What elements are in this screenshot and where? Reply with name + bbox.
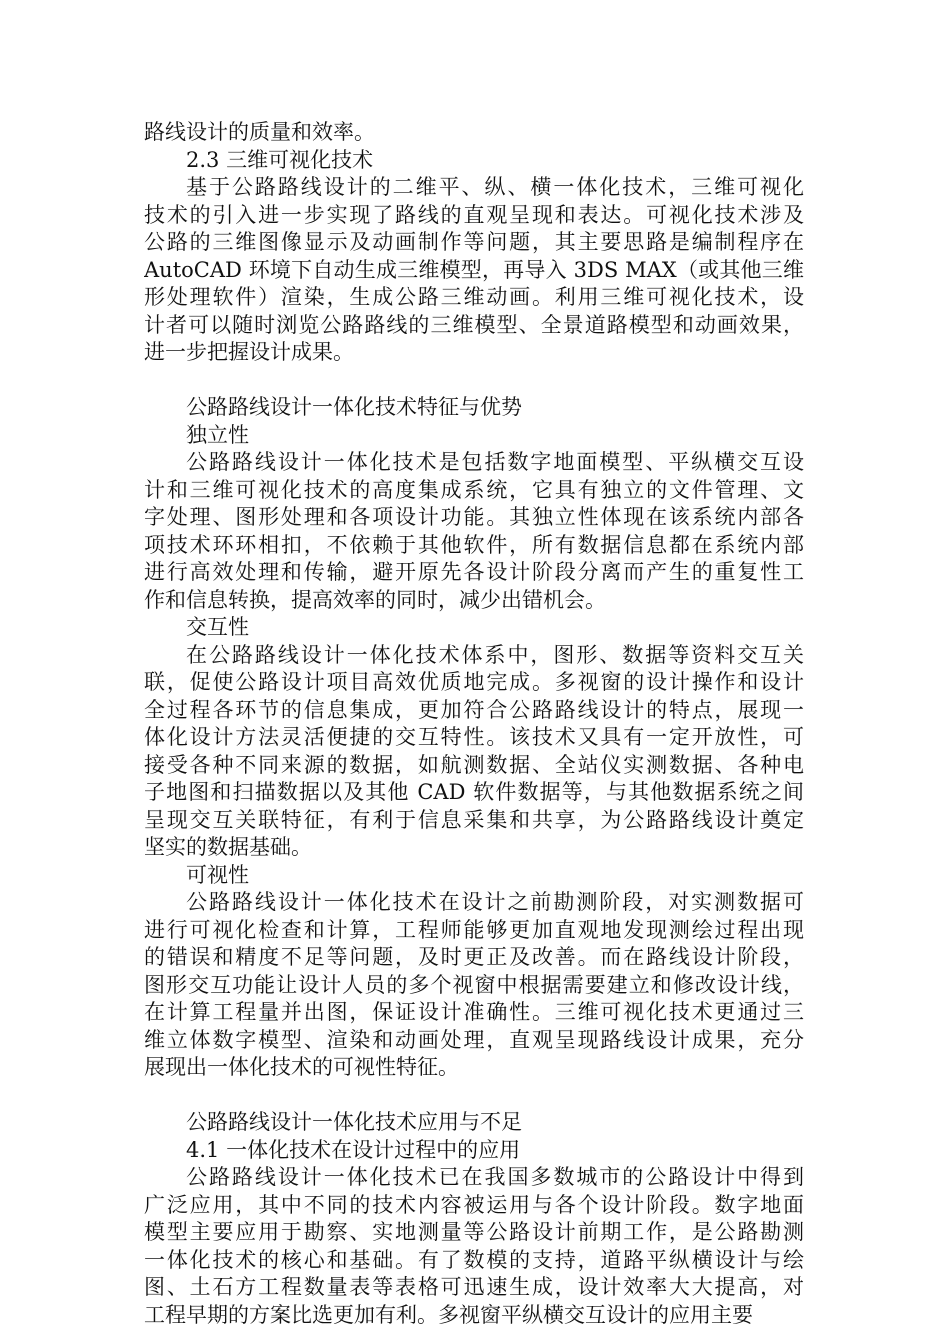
- paragraph-line: 子地图和扫描数据以及其他 CAD 软件数据等，与其他数据系统之间: [144, 780, 804, 804]
- blank-line: [144, 367, 804, 395]
- paragraph-line: 在计算工程量并出图，保证设计准确性。三维可视化技术更通过三: [144, 1000, 804, 1024]
- paragraph-line: 全过程各环节的信息集成，更加符合公路路线设计的特点，展现一: [144, 697, 804, 722]
- paragraph-line: 图、土石方工程数量表等表格可迅速生成，设计效率大大提高，对: [144, 1275, 804, 1299]
- section-heading: 4.1 一体化技术在设计过程中的应用: [186, 1137, 521, 1162]
- paragraph-line: 进行高效处理和传输，避开原先各设计阶段分离而产生的重复性工: [144, 560, 804, 584]
- paragraph-line: 维立体数字模型、渲染和动画处理，直观呈现路线设计成果，充分: [144, 1027, 804, 1052]
- paragraph-line: 一体化技术的核心和基础。有了数模的支持，道路平纵横设计与绘: [144, 1247, 804, 1272]
- paragraph-line: AutoCAD 环境下自动生成三维模型，再导入 3DS MAX（或其他三维: [144, 257, 804, 282]
- paragraph-line: 坚实的数据基础。: [144, 835, 312, 859]
- paragraph-line: 计和三维可视化技术的高度集成系统，它具有独立的文件管理、文: [144, 477, 804, 502]
- paragraph-line: 作和信息转换，提高效率的同时，减少出错机会。: [144, 587, 606, 612]
- paragraph-line: 计者可以随时浏览公路路线的三维模型、全景道路模型和动画效果，: [144, 312, 804, 337]
- section-heading: 2.3 三维可视化技术: [186, 147, 374, 172]
- paragraph-line: 形处理软件）渲染，生成公路三维动画。利用三维可视化技术，设: [144, 285, 804, 309]
- paragraph: [144, 889, 804, 1082]
- paragraph-line: 公路路线设计一体化技术在设计之前勘测阶段，对实测数据可: [186, 890, 804, 914]
- paragraph-line: 工程早期的方案比选更加有利。多视窗平纵横交互设计的应用主要: [144, 1302, 753, 1327]
- paragraph-line: 广泛应用，其中不同的技术内容被运用与各个设计阶段。数字地面: [144, 1192, 804, 1217]
- paragraph-line: 呈现交互关联特征，有利于信息采集和共享，为公路路线设计奠定: [144, 807, 804, 832]
- paragraph-line: 图形交互功能让设计人员的多个视窗中根据需要建立和修改设计线，: [144, 972, 804, 997]
- paragraph-line: 的错误和精度不足等问题，及时更正及改善。而在路线设计阶段，: [144, 945, 804, 969]
- paragraph: [144, 1164, 804, 1329]
- paragraph-line: 项技术环环相扣，不依赖于其他软件，所有数据信息都在系统内部: [144, 532, 804, 557]
- paragraph: [144, 642, 804, 862]
- paragraph: [144, 449, 804, 614]
- paragraph-line: 在公路路线设计一体化技术体系中，图形、数据等资料交互关: [186, 642, 804, 667]
- paragraph-line: 体化设计方法灵活便捷的交互特性。该技术又具有一定开放性，可: [144, 725, 804, 749]
- paragraph-line: 基于公路路线设计的二维平、纵、横一体化技术，三维可视化: [186, 175, 804, 199]
- paragraph-line: 进行可视化检查和计算，工程师能够更加直观地发现测绘过程出现: [144, 917, 804, 942]
- paragraph-line: 公路的三维图像显示及动画制作等问题，其主要思路是编制程序在: [144, 230, 804, 254]
- blank-line: [144, 1082, 804, 1110]
- section-heading: 公路路线设计一体化技术应用与不足: [186, 1110, 522, 1134]
- paragraph-line: 公路路线设计一体化技术是包括数字地面模型、平纵横交互设: [186, 450, 804, 474]
- section-heading: 独立性: [186, 422, 249, 447]
- paragraph-line: 联，促使公路设计项目高效优质地完成。多视窗的设计操作和设计: [144, 670, 804, 694]
- document-page: [144, 119, 804, 1329]
- paragraph-line: 进一步把握设计成果。: [144, 340, 354, 364]
- paragraph-line: 公路路线设计一体化技术已在我国多数城市的公路设计中得到: [186, 1165, 804, 1189]
- paragraph-line: 技术的引入进一步实现了路线的直观呈现和表达。可视化技术涉及: [144, 202, 804, 227]
- section-heading: 交互性: [186, 615, 249, 639]
- paragraph: [144, 174, 804, 367]
- text-line: 路线设计的质量和效率。: [144, 120, 375, 144]
- section-heading: 公路路线设计一体化技术特征与优势: [186, 395, 522, 419]
- section-heading: 可视性: [186, 862, 249, 887]
- paragraph-line: 模型主要应用于勘察、实地测量等公路设计前期工作，是公路勘测: [144, 1220, 804, 1244]
- paragraph-line: 字处理、图形处理和各项设计功能。其独立性体现在该系统内部各: [144, 505, 804, 529]
- paragraph-line: 接受各种不同来源的数据，如航测数据、全站仪实测数据、各种电: [144, 752, 804, 777]
- paragraph-line: 展现出一体化技术的可视性特征。: [144, 1055, 459, 1079]
